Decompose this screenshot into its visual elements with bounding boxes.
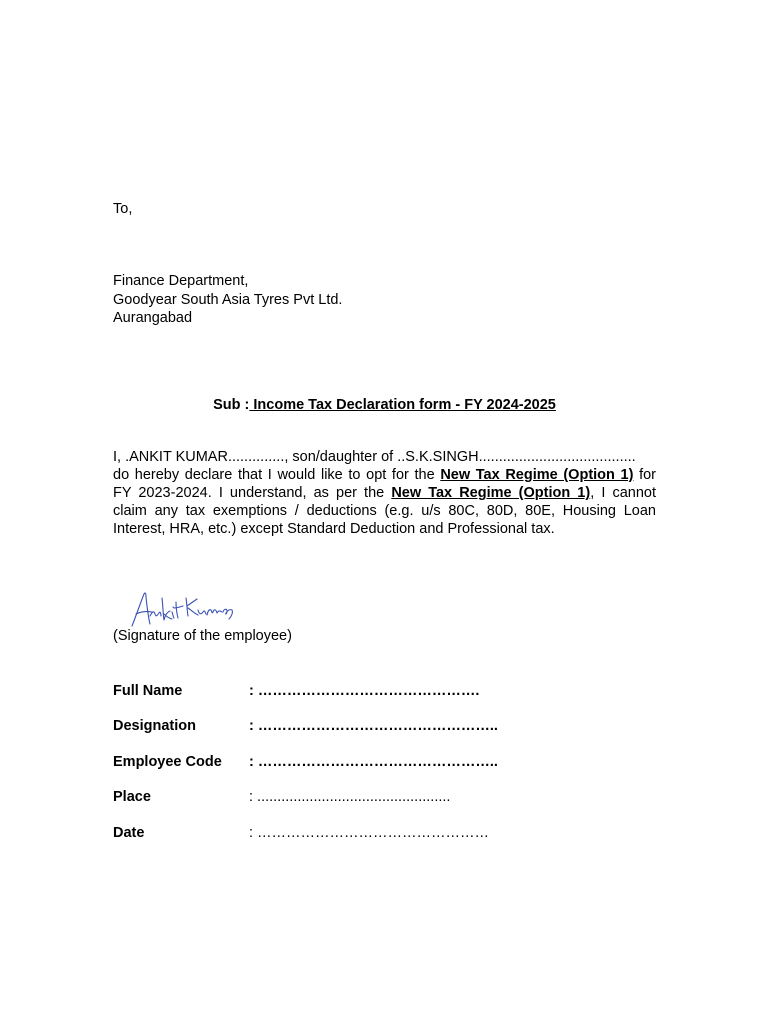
date-field: : ………………………………………… (249, 825, 490, 841)
declaration-text: FY 2023-2024. I understand, as per the (113, 485, 392, 501)
address-line-city: Aurangabad (113, 310, 193, 326)
employee-code-field: : ………………………………………….. (249, 754, 498, 770)
full-name-label: Full Name (113, 683, 183, 699)
designation-field: : ………………………………………….. (249, 718, 498, 734)
subject-prefix: Sub : (213, 397, 250, 413)
address-line-department: Finance Department, (113, 273, 249, 289)
declaration-paragraph (113, 448, 656, 538)
recipient-address (113, 272, 342, 328)
full-name-field: : ………………………………………. (249, 683, 480, 699)
designation-label: Designation (113, 718, 196, 734)
tax-regime-emphasis: New Tax Regime (Option 1) (440, 467, 634, 483)
declaration-line-3 (113, 484, 656, 502)
place-label: Place (113, 789, 151, 805)
declaration-text: , I cannot (590, 485, 656, 501)
declaration-line-4: claim any tax exemptions / deductions (e.g. u/s 80C, 80D, 80E, Housing Loan (113, 503, 656, 519)
employee-signature (128, 588, 240, 630)
employee-code-label: Employee Code (113, 754, 222, 770)
tax-regime-emphasis: New Tax Regime (Option 1) (391, 485, 591, 501)
salutation: To, (113, 201, 133, 217)
declaration-line-2 (113, 466, 656, 484)
address-line-company: Goodyear South Asia Tyres Pvt Ltd. (113, 291, 343, 308)
date-label: Date (113, 825, 145, 841)
place-field: : ................................................ (249, 789, 451, 805)
declaration-text: do hereby declare that I would like to opt for the (113, 467, 441, 483)
declaration-line-5: Interest, HRA, etc.) except Standard Deduction and Professional tax. (113, 521, 555, 537)
signature-caption: (Signature of the employee) (113, 628, 292, 644)
subject-text: Income Tax Declaration form - FY 2024-2025 (249, 397, 556, 413)
declaration-text: for (633, 467, 657, 483)
subject-line (113, 397, 656, 413)
declaration-line-1: I, .ANKIT KUMAR.............., son/daughter of ..S.K.SINGH....................................... (113, 449, 636, 465)
